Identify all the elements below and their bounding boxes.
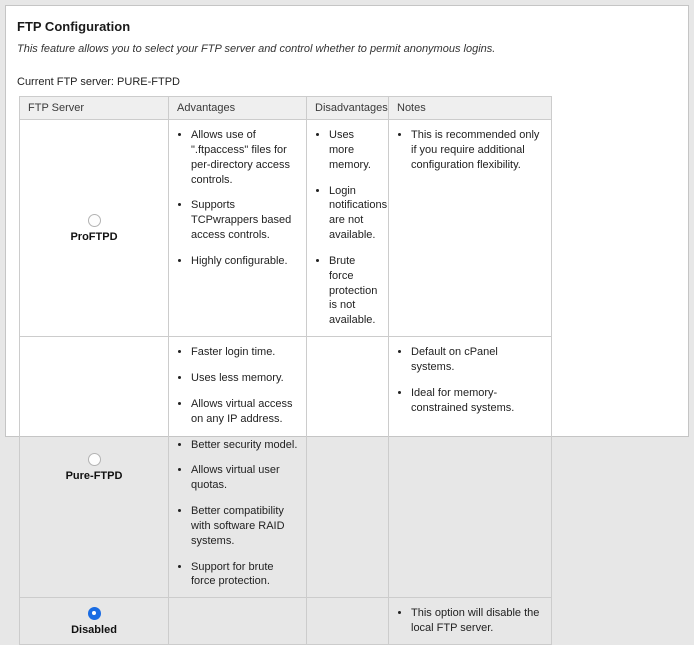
disadvantage-item: • Uses more memory. xyxy=(329,128,380,173)
column-header-ftp-server: FTP Server xyxy=(20,97,169,120)
advantage-item: • Highly configurable. xyxy=(191,254,298,269)
advantages-cell xyxy=(169,120,307,337)
page-subtitle: This feature allows you to select your FTP server and control whether to permit anonymous logins. xyxy=(17,43,496,55)
notes-cell xyxy=(389,120,552,337)
advantage-item: • Allows virtual user quotas. xyxy=(191,463,298,493)
notes-cell xyxy=(389,337,552,598)
table-row xyxy=(20,337,552,598)
ftp-server-label: Disabled xyxy=(71,623,117,636)
disadvantage-item: • Login notifications are not available. xyxy=(329,184,380,243)
ftp-server-cell xyxy=(20,120,169,337)
advantages-cell xyxy=(169,337,307,598)
note-item: • This is recommended only if you require additional configuration flexibility. xyxy=(411,128,543,173)
ftp-comparison-table xyxy=(19,96,552,645)
disadvantages-cell xyxy=(307,337,389,598)
advantages-list xyxy=(177,128,298,269)
column-header-disadvantages: Disadvantages xyxy=(307,97,389,120)
advantage-item: • Better security model. xyxy=(191,438,298,453)
ftp-server-cell xyxy=(20,598,169,645)
notes-list xyxy=(397,606,543,636)
ftp-radio-disabled[interactable] xyxy=(88,607,101,620)
ftp-server-label: Pure-FTPD xyxy=(65,469,123,482)
advantage-item: • Faster login time. xyxy=(191,345,298,360)
notes-list xyxy=(397,128,543,173)
column-header-notes: Notes xyxy=(389,97,552,120)
notes-cell xyxy=(389,598,552,645)
advantage-item: • Uses less memory. xyxy=(191,371,298,386)
ftp-configuration-panel xyxy=(5,5,689,636)
current-ftp-server-status: Current FTP server: PURE-FTPD xyxy=(17,76,180,88)
ftp-server-cell xyxy=(20,337,169,598)
table-header-row xyxy=(20,97,552,120)
note-item: • Default on cPanel systems. xyxy=(411,345,543,375)
advantages-cell xyxy=(169,598,307,645)
advantage-item: • Allows virtual access on any IP address. xyxy=(191,397,298,427)
ftp-server-label: ProFTPD xyxy=(70,230,118,243)
ftp-radio-proftpd[interactable] xyxy=(88,214,101,227)
table-row xyxy=(20,120,552,337)
advantage-item: • Support for brute force protection. xyxy=(191,560,298,590)
ftp-radio-pure-ftpd[interactable] xyxy=(88,453,101,466)
disadvantages-cell xyxy=(307,598,389,645)
disadvantage-item: • Brute force protection is not available. xyxy=(329,254,380,328)
note-item: • This option will disable the local FTP server. xyxy=(411,606,543,636)
advantage-item: • Better compatibility with software RAID systems. xyxy=(191,504,298,549)
advantages-list xyxy=(177,345,298,589)
note-item: • Ideal for memory-constrained systems. xyxy=(411,386,543,416)
advantage-item: • Supports TCPwrappers based access controls. xyxy=(191,198,298,243)
disadvantages-cell xyxy=(307,120,389,337)
ftp-table-body xyxy=(20,120,552,645)
table-row xyxy=(20,598,552,645)
radio-dot xyxy=(92,611,96,615)
notes-list xyxy=(397,345,543,415)
advantage-item: • Allows use of ".ftpaccess" files for per-directory access controls. xyxy=(191,128,298,187)
page-title: FTP Configuration xyxy=(17,19,131,34)
disadvantages-list xyxy=(315,128,388,328)
column-header-advantages: Advantages xyxy=(169,97,307,120)
